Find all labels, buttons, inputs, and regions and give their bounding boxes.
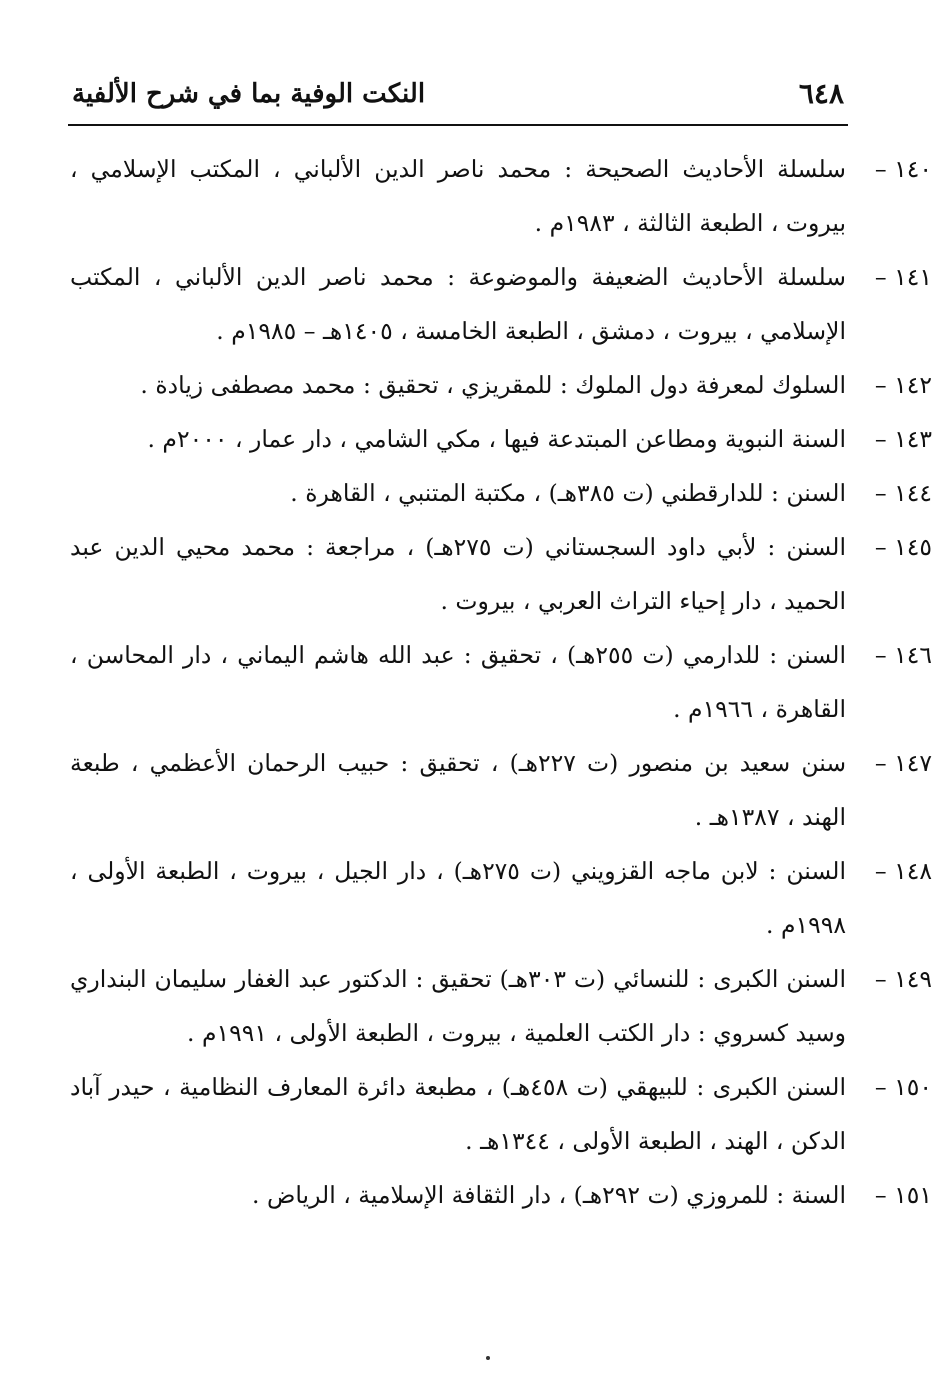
entry-number: ١٤٩ –: [874, 965, 932, 993]
bibliography-entry: [70, 844, 932, 952]
bibliography-list: [70, 142, 932, 1222]
page-number: ٦٤٨: [798, 77, 844, 110]
entry-text: سلسلة الأحاديث الضعيفة والموضوعة : محمد ناصر الدين الألباني ، المكتب الإسلامي ، بيروت ، دمشق ، الطبعة الخامسة ، ١٤٠٥هـ – ١٩٨٥م .: [70, 263, 846, 345]
entry-text: السنن : لأبي داود السجستاني (ت ٢٧٥هـ) ، مراجعة : محمد محيي الدين عبد الحميد ، دار إحياء التراث العربي ، بيروت .: [70, 533, 846, 615]
bibliography-entry: [70, 1060, 932, 1168]
entry-number: ١٤٨ –: [874, 857, 932, 885]
entry-text: السنة النبوية ومطاعن المبتدعة فيها ، مكي الشامي ، دار عمار ، ٢٠٠٠م .: [147, 425, 846, 453]
entry-text: السلوك لمعرفة دول الملوك : للمقريزي ، تحقيق : محمد مصطفى زيادة .: [140, 371, 846, 399]
bibliography-entry: [70, 1168, 932, 1222]
entry-number: ١٤٠ –: [874, 155, 932, 183]
entry-number: ١٥١ –: [874, 1181, 932, 1209]
entry-number: ١٥٠ –: [874, 1073, 932, 1101]
page-header: [68, 62, 848, 126]
entry-text: سلسلة الأحاديث الصحيحة : محمد ناصر الدين الألباني ، المكتب الإسلامي ، بيروت ، الطبعة الثالثة ، ١٩٨٣م .: [70, 155, 846, 237]
bibliography-entry: [70, 358, 932, 412]
bibliography-entry: [70, 250, 932, 358]
entry-text: السنن الكبرى : للبيهقي (ت ٤٥٨هـ) ، مطبعة دائرة المعارف النظامية ، حيدر آباد الدكن ، الهند ، الطبعة الأولى ، ١٣٤٤هـ .: [70, 1073, 846, 1155]
bibliography-entry: [70, 520, 932, 628]
entry-number: ١٤٣ –: [874, 425, 932, 453]
entry-number: ١٤٦ –: [874, 641, 932, 669]
entry-number: ١٤١ –: [874, 263, 932, 291]
entry-number: ١٤٢ –: [874, 371, 932, 399]
bibliography-entry: [70, 952, 932, 1060]
entry-number: ١٤٤ –: [874, 479, 932, 507]
bibliography-entry: [70, 466, 932, 520]
entry-text: السنة : للمروزي (ت ٢٩٢هـ) ، دار الثقافة الإسلامية ، الرياض .: [252, 1181, 846, 1209]
entry-text: السنن : للدارمي (ت ٢٥٥هـ) ، تحقيق : عبد الله هاشم اليماني ، دار المحاسن ، القاهرة ، ١٩٦٦م .: [70, 641, 846, 723]
running-title: النكت الوفية بما في شرح الألفية: [72, 79, 426, 109]
entry-text: السنن : للدارقطني (ت ٣٨٥هـ) ، مكتبة المتنبي ، القاهرة .: [290, 479, 846, 507]
page-mark-dot: [486, 1356, 490, 1360]
entry-number: ١٤٧ –: [874, 749, 932, 777]
entry-text: السنن : لابن ماجه القزويني (ت ٢٧٥هـ) ، دار الجيل ، بيروت ، الطبعة الأولى ، ١٩٩٨م .: [70, 857, 846, 939]
bibliography-entry: [70, 412, 932, 466]
entry-text: سنن سعيد بن منصور (ت ٢٢٧هـ) ، تحقيق : حبيب الرحمان الأعظمي ، طبعة الهند ، ١٣٨٧هـ .: [70, 749, 847, 831]
bibliography-entry: [70, 142, 932, 250]
bibliography-entry: [70, 736, 932, 844]
entry-text: السنن الكبرى : للنسائي (ت ٣٠٣هـ) تحقيق : الدكتور عبد الغفار سليمان البنداري وسيد كسروي : دار الكتب العلمية ، بيروت ، الطبعة الأولى ، ١٩٩١م .: [70, 965, 846, 1047]
entry-number: ١٤٥ –: [874, 533, 932, 561]
bibliography-entry: [70, 628, 932, 736]
